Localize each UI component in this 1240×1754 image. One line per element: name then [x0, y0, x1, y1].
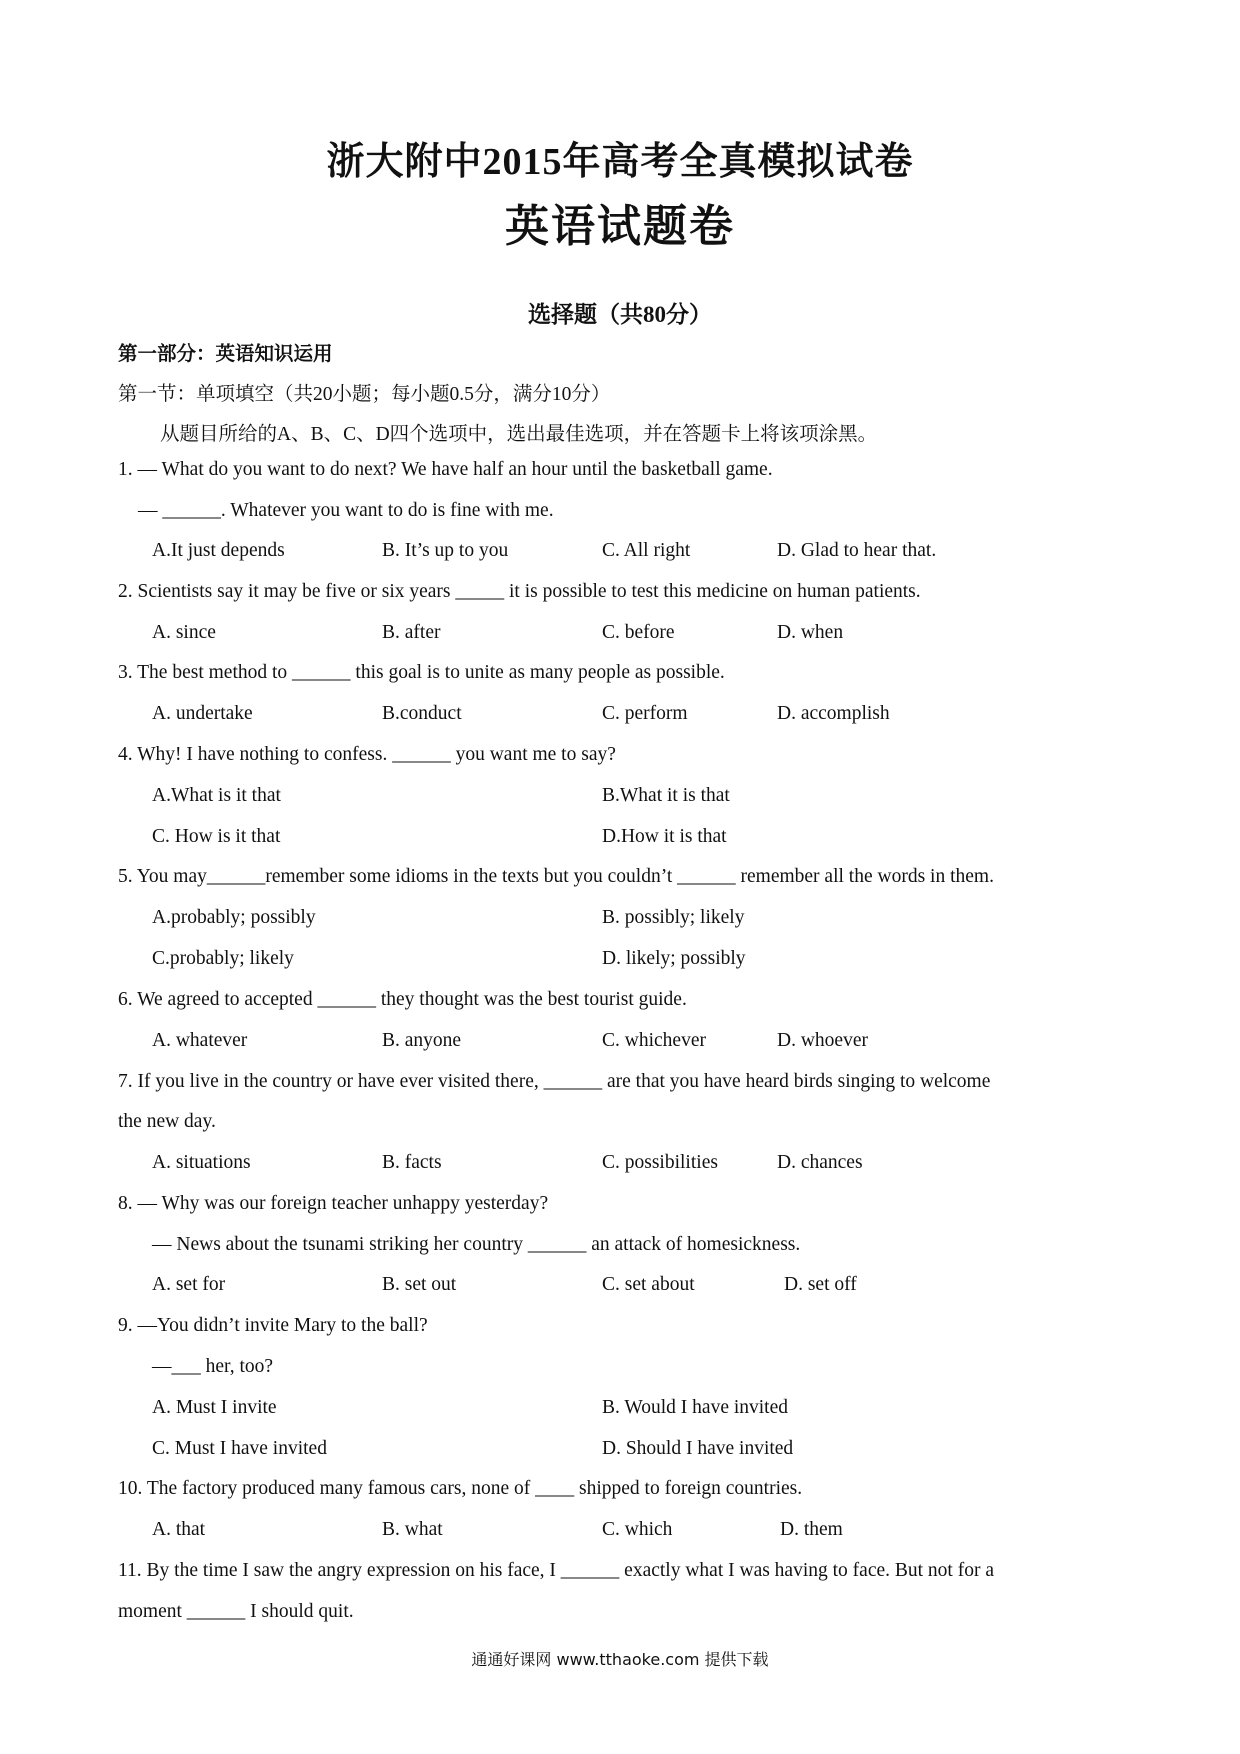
question-2-option-a: A. since: [152, 622, 216, 643]
question-1-option-d: D. Glad to hear that.: [777, 540, 937, 561]
question-2-line-1: 2. Scientists say it may be five or six years _____ it is possible to test this medicine on human patients.: [118, 581, 921, 602]
question-10-option-b: B. what: [382, 1519, 443, 1540]
question-10-option-d: D. them: [780, 1519, 843, 1540]
question-1-option-c: C. All right: [602, 540, 691, 561]
question-2-option-c: C. before: [602, 622, 675, 643]
question-8-option-c: C. set about: [602, 1274, 695, 1295]
question-3-option-d: D. accomplish: [777, 703, 890, 724]
question-11-line-1: 11. By the time I saw the angry expression on his face, I ______ exactly what I was having to face. But not for a: [118, 1560, 994, 1581]
question-5-option-b: B. possibly; likely: [602, 907, 745, 928]
question-5-option-a: A.probably; possibly: [152, 907, 316, 928]
question-6-option-a: A. whatever: [152, 1030, 248, 1051]
question-6-option-b: B. anyone: [382, 1030, 462, 1051]
part-title: 第一部分：英语知识运用: [118, 344, 333, 365]
question-2-option-b: B. after: [382, 622, 441, 643]
question-9-option-b: B. Would I have invited: [602, 1397, 789, 1418]
question-5-option-c: C.probably; likely: [152, 948, 294, 969]
question-9-option-d: D. Should I have invited: [602, 1438, 794, 1459]
question-3-option-a: A. undertake: [152, 703, 253, 724]
exam-subtitle: 英语试题卷: [505, 202, 735, 251]
question-7-line-1: 7. If you live in the country or have ever visited there, ______ are that you have heard birds singing to welcome: [118, 1071, 991, 1092]
question-4-option-a: A.What is it that: [152, 785, 281, 806]
question-9-option-c: C. Must I have invited: [152, 1438, 327, 1459]
question-10-line-1: 10. The factory produced many famous cars, none of ____ shipped to foreign countries.: [118, 1478, 803, 1499]
question-6-option-d: D. whoever: [777, 1030, 868, 1051]
question-7-option-c: C. possibilities: [602, 1152, 718, 1173]
question-7-option-a: A. situations: [152, 1152, 251, 1173]
page-footer: 通通好课网 www.tthaoke.com 提供下载: [471, 1650, 769, 1669]
question-9-option-a: A. Must I invite: [152, 1397, 277, 1418]
instruction-text: 从题目所给的A、B、C、D四个选项中，选出最佳选项，并在答题卡上将该项涂黑。: [160, 424, 878, 445]
question-3-line-1: 3. The best method to ______ this goal is to unite as many people as possible.: [118, 662, 725, 683]
question-2-option-d: D. when: [777, 622, 844, 643]
question-4-option-d: D.How it is that: [602, 826, 727, 847]
question-9-line-1: 9. —You didn’t invite Mary to the ball?: [118, 1315, 428, 1336]
question-6-line-1: 6. We agreed to accepted ______ they thought was the best tourist guide.: [118, 989, 687, 1010]
question-4-option-c: C. How is it that: [152, 826, 281, 847]
question-7-line-2: the new day.: [118, 1111, 216, 1132]
question-1-option-a: A.It just depends: [152, 540, 285, 561]
section-heading: 第一节：单项填空（共20小题；每小题0.5分，满分10分）: [118, 384, 611, 405]
question-8-option-b: B. set out: [382, 1274, 457, 1295]
question-4-line-1: 4. Why! I have nothing to confess. ______ you want me to say?: [118, 744, 616, 765]
question-7-option-d: D. chances: [777, 1152, 863, 1173]
question-11-line-2: moment ______ I should quit.: [118, 1601, 354, 1622]
exam-title: 浙大附中2015年高考全真模拟试卷: [326, 141, 914, 183]
question-5-option-d: D. likely; possibly: [602, 948, 746, 969]
question-6-option-c: C. whichever: [602, 1030, 706, 1051]
section-title: 选择题（共80分）: [528, 302, 712, 327]
question-10-option-a: A. that: [152, 1519, 206, 1540]
question-1-option-b: B. It’s up to you: [382, 540, 509, 561]
question-10-option-c: C. which: [602, 1519, 673, 1540]
question-9-line-2: —___ her, too?: [152, 1356, 274, 1377]
question-3-option-c: C. perform: [602, 703, 688, 724]
question-8-option-a: A. set for: [152, 1274, 226, 1295]
question-4-option-b: B.What it is that: [602, 785, 730, 806]
question-1-line-2: — ______. Whatever you want to do is fine with me.: [138, 500, 554, 521]
question-3-option-b: B.conduct: [382, 703, 462, 724]
question-5-line-1: 5. You may______remember some idioms in the texts but you couldn’t ______ remember all the words in them.: [118, 866, 994, 887]
question-8-line-2: — News about the tsunami striking her country ______ an attack of homesickness.: [152, 1234, 801, 1255]
question-1-line-1: 1. — What do you want to do next? We have half an hour until the basketball game.: [118, 459, 773, 480]
question-8-line-1: 8. — Why was our foreign teacher unhappy yesterday?: [118, 1193, 549, 1214]
question-8-option-d: D. set off: [784, 1274, 857, 1295]
question-7-option-b: B. facts: [382, 1152, 442, 1173]
